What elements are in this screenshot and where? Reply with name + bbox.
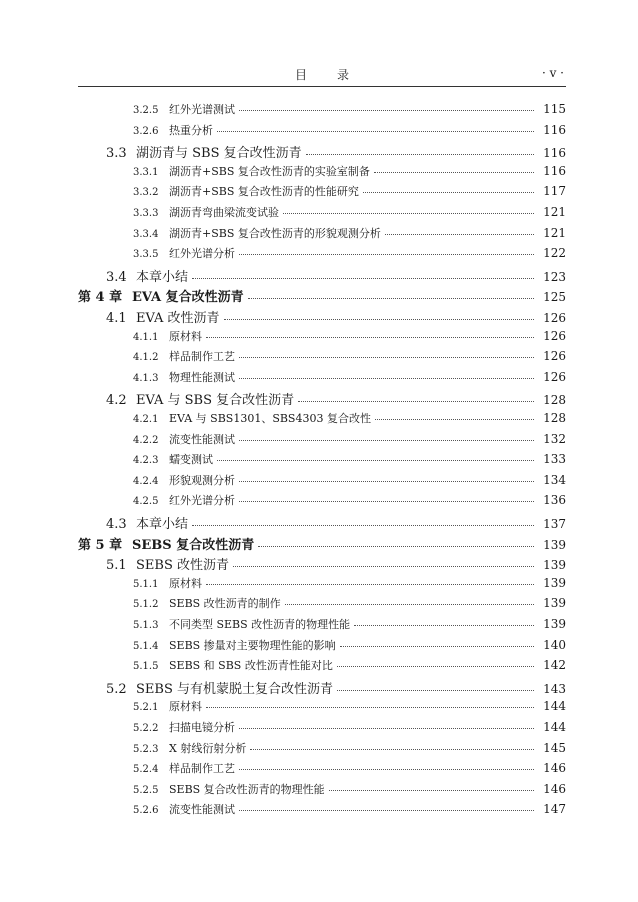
toc-entry-title: SEBS 和 SBS 改性沥青性能对比: [169, 659, 333, 673]
dot-leader: [250, 740, 534, 752]
running-header: [78, 64, 566, 87]
dot-leader: [224, 310, 534, 322]
toc-entry-page: 126: [543, 328, 566, 343]
toc-entry: [0, 163, 638, 183]
toc-entry-title: 扫描电镜分析: [169, 721, 235, 734]
toc-entry: [0, 678, 638, 698]
dot-leader: [248, 289, 534, 301]
toc-entry-page: 133: [543, 452, 566, 467]
toc-entry-title: EVA 复合改性沥青: [132, 290, 244, 306]
toc-entry-page: 121: [543, 225, 566, 240]
dot-leader: [239, 431, 534, 443]
dot-leader: [206, 328, 534, 340]
toc-entry-number: 3.3.2: [133, 187, 159, 199]
toc-entry-page: 117: [543, 184, 566, 199]
toc-entry: [0, 781, 638, 801]
toc-entry-title: 原材料: [169, 700, 202, 714]
toc-entry: [0, 719, 638, 739]
toc-entry-page: 123: [543, 269, 566, 284]
toc-entry: [0, 595, 638, 615]
dot-leader: [337, 657, 534, 669]
toc-entry: [0, 328, 638, 348]
toc-entry-title: 本章小结: [136, 269, 189, 285]
toc-entry-title: EVA 与 SBS1301、SBS4303 复合改性: [169, 412, 371, 425]
toc-entry: [0, 740, 638, 760]
toc-entry-page: 128: [543, 411, 566, 425]
toc-entry-title: 原材料: [169, 329, 202, 343]
toc-entry-number: 4.2.4: [133, 475, 159, 487]
toc-entry: [0, 451, 638, 471]
dot-leader: [329, 781, 534, 793]
toc-entry-page: 125: [543, 290, 566, 305]
toc-entry-number: 3.2.5: [133, 105, 159, 116]
toc-entry-title: 湖沥青弯曲梁流变试验: [169, 206, 279, 219]
toc-entry: [0, 534, 638, 554]
header-page-number: · v ·: [541, 66, 564, 80]
toc-entry-title: EVA 改性沥青: [136, 311, 220, 326]
dot-leader: [306, 145, 534, 157]
toc-entry-title: 湖沥青与 SBS 复合改性沥青: [136, 146, 302, 162]
toc-entry-number: 5.1.1: [133, 578, 159, 590]
toc-entry-title: 本章小结: [136, 517, 189, 532]
toc-entry-page: 140: [543, 637, 566, 652]
dot-leader: [375, 410, 534, 422]
toc-entry-page: 122: [543, 246, 566, 261]
toc-entry: [0, 286, 638, 306]
toc-entry-page: 147: [543, 802, 566, 817]
toc-entry-number: 3.3.1: [133, 166, 159, 178]
toc-entry-page: 139: [543, 537, 566, 552]
dot-leader: [298, 392, 534, 404]
toc-entry: [0, 101, 638, 121]
toc-entry-title: 红外光谱分析: [169, 494, 235, 508]
toc-entry-number: 3.2.6: [133, 125, 159, 137]
toc-entry-number: 5.2.6: [133, 805, 159, 817]
toc-entry-title: SEBS 与有机蒙脱土复合改性沥青: [136, 681, 333, 697]
toc-entry: [0, 760, 638, 780]
toc-entry-number: 5.2: [106, 681, 127, 697]
toc-entry-number: 3.4: [106, 269, 127, 285]
dot-leader: [385, 225, 534, 237]
toc-entry-page: 121: [543, 205, 566, 219]
dot-leader: [239, 101, 534, 113]
dot-leader: [354, 616, 534, 628]
toc-entry-number: 3.3: [106, 146, 127, 162]
toc-entry-title: SEBS 改性沥青的制作: [169, 597, 281, 611]
toc-entry-title: 湖沥青+SBS 复合改性沥青的性能研究: [169, 185, 359, 199]
toc-entry-page: 146: [543, 761, 566, 776]
toc-entry-number: 5.1.4: [133, 640, 159, 652]
toc-entry: [0, 307, 638, 327]
toc-entry-page: 116: [543, 146, 566, 161]
dot-leader: [239, 492, 534, 504]
toc-entry-page: 136: [543, 493, 566, 508]
toc-entry-title: 样品制作工艺: [169, 350, 235, 364]
toc-entry-title: 湖沥青+SBS 复合改性沥青的形貌观测分析: [169, 226, 381, 240]
toc-entry: [0, 801, 638, 821]
toc-entry: [0, 245, 638, 265]
dot-leader: [239, 719, 534, 731]
toc-entry-number: 3.3.5: [133, 249, 159, 261]
toc-entry-number: 4.2.3: [133, 455, 159, 467]
toc-entry: [0, 348, 638, 368]
toc-entry-title: 热重分析: [169, 123, 213, 137]
toc-entry: [0, 225, 638, 245]
toc-entry-number: 5.2.1: [133, 702, 159, 714]
dot-leader: [239, 348, 534, 360]
toc-entry: [0, 472, 638, 492]
toc-entry-number: 4.3: [106, 517, 127, 532]
toc-entry-page: 128: [543, 393, 566, 408]
toc-entry: [0, 616, 638, 636]
toc-entry-number: 5.1.5: [133, 661, 159, 673]
header-title: 目录: [294, 68, 379, 82]
toc-entry-page: 126: [543, 349, 566, 364]
toc-entry-page: 143: [543, 681, 566, 696]
dot-leader: [285, 595, 534, 607]
toc-entry: [0, 575, 638, 595]
toc-entry-title: 流变性能测试: [169, 803, 235, 817]
dot-leader: [239, 760, 534, 772]
toc-entry-title: SEBS 掺量对主要物理性能的影响: [169, 638, 336, 652]
toc-entry-page: 145: [543, 740, 566, 755]
toc-entry-number: 4.1.2: [133, 352, 159, 364]
toc-entry-page: 144: [543, 720, 566, 734]
toc-entry: [0, 204, 638, 224]
toc-entry-number: 5.1.2: [133, 599, 159, 611]
toc-entry-number: 4.1: [106, 311, 127, 326]
toc-entry-number: 4.2.1: [133, 414, 159, 425]
toc-entry-title: 红外光谱测试: [169, 103, 235, 116]
toc-entry: [0, 389, 638, 409]
toc-entry-title: SEBS 复合改性沥青的物理性能: [169, 782, 325, 796]
toc-entry: [0, 369, 638, 389]
toc-entry-number: 4.1.1: [133, 331, 159, 343]
toc-entry-page: 115: [543, 102, 566, 116]
toc-entry: [0, 492, 638, 512]
toc-entry: [0, 266, 638, 286]
dot-leader: [374, 163, 534, 175]
toc-entry-page: 139: [543, 575, 566, 590]
dot-leader: [340, 637, 534, 649]
toc-entry-number: 3.3.3: [133, 208, 159, 219]
toc-entry: [0, 637, 638, 657]
dot-leader: [363, 183, 534, 195]
dot-leader: [239, 245, 534, 257]
toc-entry-number: 5.2.5: [133, 784, 159, 796]
dot-leader: [239, 472, 534, 484]
toc-entry-page: 116: [543, 163, 566, 178]
toc-entry-title: SEBS 改性沥青: [136, 558, 229, 574]
toc-entry-page: 139: [543, 596, 566, 611]
toc-entry-number: 3.3.4: [133, 228, 159, 240]
toc-entry: [0, 698, 638, 718]
toc-entry-title: 不同类型 SEBS 改性沥青的物理性能: [169, 618, 351, 631]
toc-entry-number: 5.2.3: [133, 743, 159, 755]
dot-leader: [233, 557, 534, 569]
toc-entry-number: 5.1: [106, 558, 127, 574]
toc-entry-title: 红外光谱分析: [169, 247, 235, 261]
toc-entry-number: 第 4 章: [78, 290, 123, 306]
toc-entry-title: 物理性能测试: [169, 370, 235, 384]
toc-entry-page: 139: [543, 617, 566, 631]
toc-entry-title: 原材料: [169, 576, 202, 590]
toc-entry-title: X 射线衍射分析: [169, 741, 247, 755]
toc-entry-page: 126: [543, 311, 566, 325]
dot-leader: [206, 575, 534, 587]
toc-entry-page: 142: [543, 658, 566, 673]
dot-leader: [239, 801, 534, 813]
toc-entry: [0, 513, 638, 533]
toc-entry-number: 4.2: [106, 393, 127, 409]
toc-entry-page: 116: [543, 122, 566, 137]
dot-leader: [258, 537, 534, 549]
toc-entry-number: 5.2.2: [133, 723, 159, 734]
dot-leader: [217, 451, 534, 463]
toc-entry-title: 样品制作工艺: [169, 762, 235, 776]
toc-entry-number: 第 5 章: [78, 537, 123, 553]
toc-entry-page: 146: [543, 781, 566, 796]
toc-entry: [0, 122, 638, 142]
toc-entry-page: 134: [543, 472, 566, 487]
toc-entry-title: EVA 与 SBS 复合改性沥青: [136, 393, 295, 409]
dot-leader: [206, 698, 534, 710]
toc-entry-page: 144: [543, 699, 566, 714]
toc-entry: [0, 431, 638, 451]
toc-entry-number: 4.2.5: [133, 496, 159, 508]
toc-entry-title: 蠕变测试: [169, 453, 213, 467]
toc-entry-title: 流变性能测试: [169, 432, 235, 446]
toc-entry-page: 137: [543, 517, 566, 531]
toc-entry: [0, 183, 638, 203]
toc-entry: [0, 410, 638, 430]
toc-entry-number: 5.1.3: [133, 620, 159, 631]
toc-entry-title: 湖沥青+SBS 复合改性沥青的实验室制备: [169, 164, 370, 178]
dot-leader: [192, 516, 534, 528]
dot-leader: [217, 122, 534, 134]
toc-entry-page: 139: [543, 558, 566, 573]
toc-entry-title: SEBS 复合改性沥青: [132, 537, 255, 553]
toc-entry-title: 形貌观测分析: [169, 473, 235, 487]
dot-leader: [239, 369, 534, 381]
toc-entry-number: 5.2.4: [133, 764, 159, 776]
toc-entry-page: 132: [543, 431, 566, 446]
dot-leader: [337, 681, 534, 693]
toc-entry: [0, 142, 638, 162]
toc-entry-number: 4.2.2: [133, 434, 159, 446]
toc-entry: [0, 657, 638, 677]
toc-entry-page: 126: [543, 369, 566, 384]
dot-leader: [192, 269, 534, 281]
toc-entry: [0, 554, 638, 574]
toc-entry-number: 4.1.3: [133, 372, 159, 384]
dot-leader: [283, 204, 534, 216]
